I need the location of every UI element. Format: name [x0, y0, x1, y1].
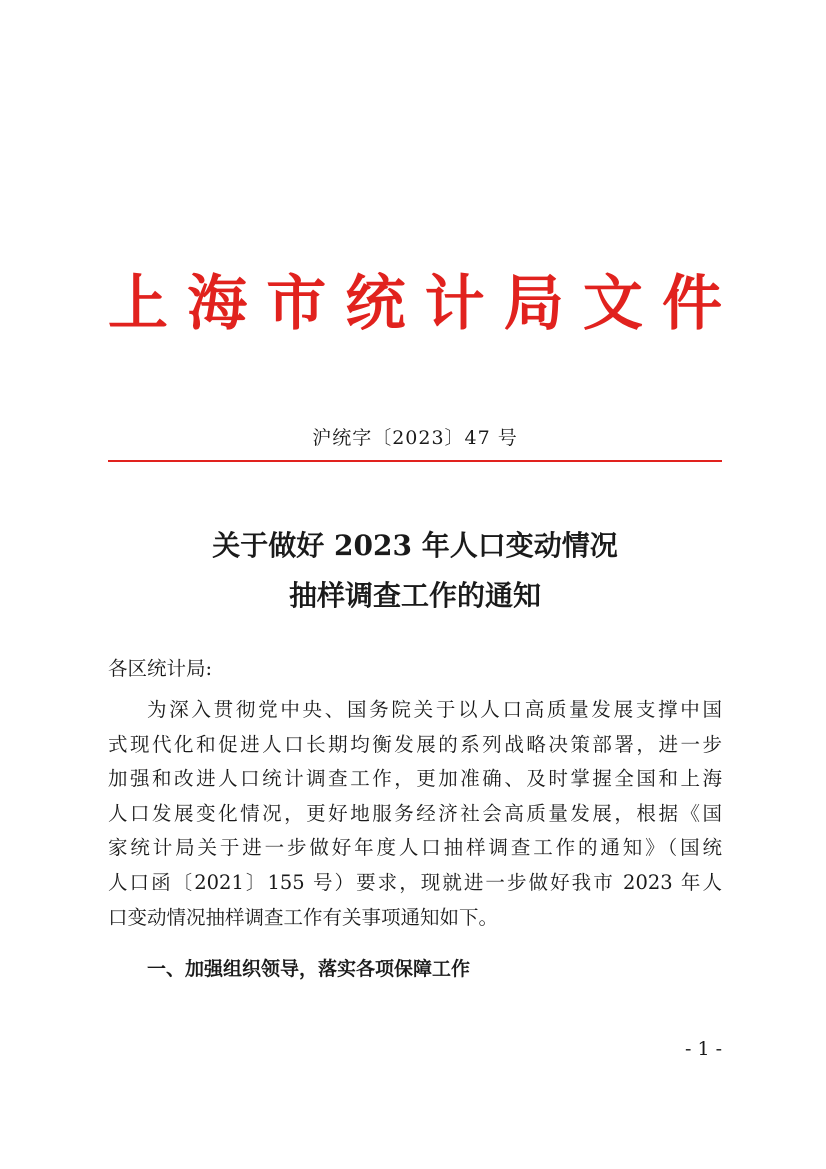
masthead-title [108, 264, 722, 344]
masthead-char: 计 [424, 269, 485, 339]
masthead-char: 上 [108, 269, 168, 339]
body-line: 人口函〔2021〕155 号）要求，现就进一步做好我市 2023 年人 [108, 870, 722, 894]
body-paragraph [108, 693, 722, 935]
body-line: 为深入贯彻党中央、国务院关于以人口高质量发展支撑中国 [147, 698, 722, 721]
body-line: 家统计局关于进一步做好年度人口抽样调查工作的通知》（国统 [108, 836, 722, 860]
masthead-char: 局 [503, 269, 564, 339]
title-line-2: 抽样调查工作的通知 [288, 579, 541, 612]
masthead-char: 文 [582, 269, 643, 339]
document-title [108, 525, 722, 617]
body-line: 人口发展变化情况，更好地服务经济社会高质量发展，根据《国 [108, 801, 722, 825]
masthead-char: 统 [345, 269, 406, 339]
section-heading-1: 一、加强组织领导，落实各项保障工作 [147, 958, 471, 980]
body-line: 式现代化和促进人口长期均衡发展的系列战略决策部署，进一步 [108, 732, 722, 756]
body-line: 口变动情况抽样调查工作有关事项通知如下。 [108, 905, 499, 929]
body-line: 加强和改进人口统计调查工作，更加准确、及时掌握全国和上海 [108, 767, 722, 791]
masthead-char: 市 [266, 269, 327, 339]
salutation: 各区统计局: [108, 657, 213, 680]
masthead-char: 海 [187, 269, 248, 339]
title-line-1: 关于做好 2023 年人口变动情况 [212, 529, 618, 562]
document-number: 沪统字〔2023〕47 号 [312, 427, 518, 449]
masthead-char: 件 [661, 269, 722, 339]
red-separator-line [108, 460, 722, 462]
page-number: - 1 - [684, 1038, 722, 1060]
